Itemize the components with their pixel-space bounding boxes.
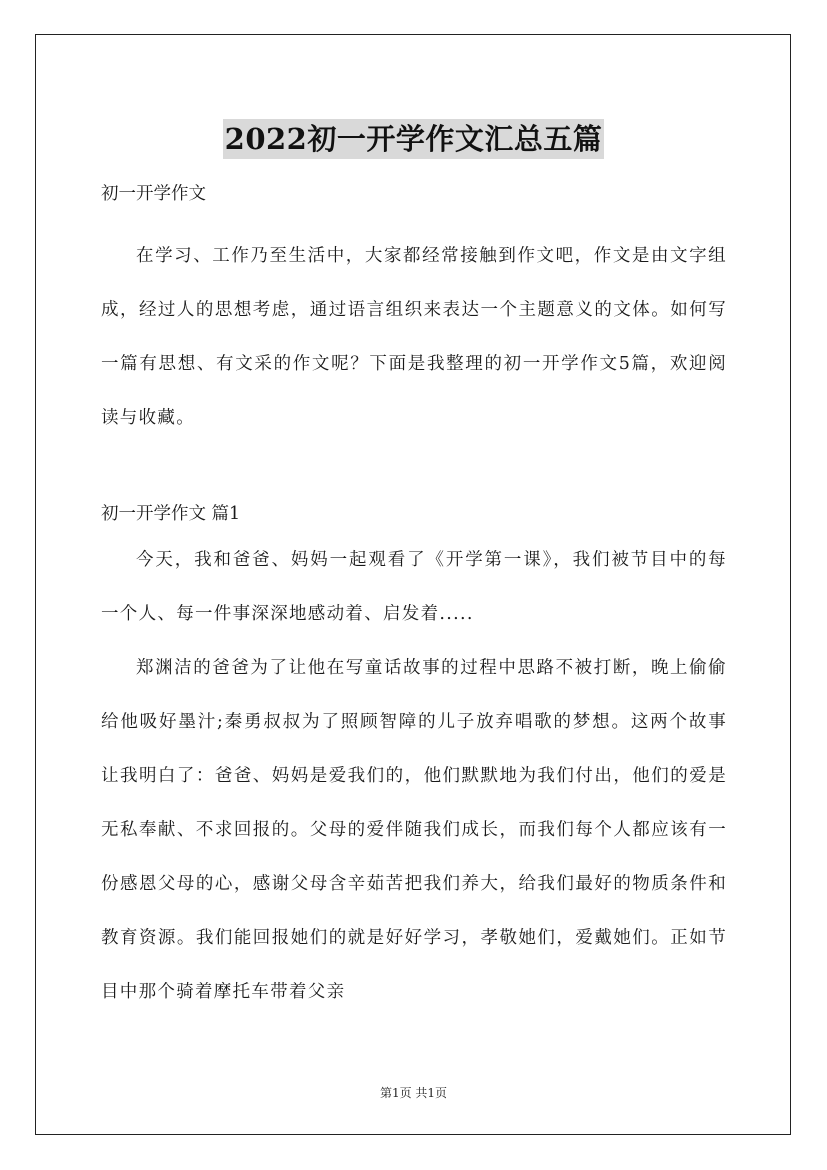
section-paragraph: 今天，我和爸爸、妈妈一起观看了《开学第一课》，我们被节目中的每一个人、每一件事深深地感动着、启发着..... — [101, 550, 727, 624]
section-paragraph: 郑渊洁的爸爸为了让他在写童话故事的过程中思路不被打断，晚上偷偷给他吸好墨汁;秦勇叔叔为了照顾智障的儿子放弃唱歌的梦想。这两个故事让我明白了：爸爸、妈妈是爱我们的，他们默默地为我们付出，他们的爱是无私奉献、不求回报的。父母的爱伴随我们成长，而我们每个人都应该有一份感恩父母的心，感谢父母含辛茹苦把我们养大，给我们最好的物质条件和教育资源。我们能回报她们的就是好好学习，孝敬她们，爱戴她们。正如节目中那个骑着摩托车带着父亲 — [101, 658, 727, 1002]
section-heading: 初一开学作文 篇1 — [101, 504, 241, 524]
intro-paragraph: 在学习、工作乃至生活中，大家都经常接触到作文吧，作文是由文字组成，经过人的思想考虑，通过语言组织来表达一个主题意义的文体。如何写一篇有思想、有文采的作文呢？下面是我整理的初一开学作文5篇，欢迎阅读与收藏。 — [101, 246, 727, 428]
page-footer: 第1页 共1页 — [379, 1086, 448, 1100]
document-title: 2022初一开学作文汇总五篇 — [223, 119, 605, 159]
document-body — [101, 175, 727, 1019]
title-wrap — [0, 100, 827, 179]
section-spacer — [101, 445, 727, 495]
intro-heading: 初一开学作文 — [101, 184, 206, 204]
